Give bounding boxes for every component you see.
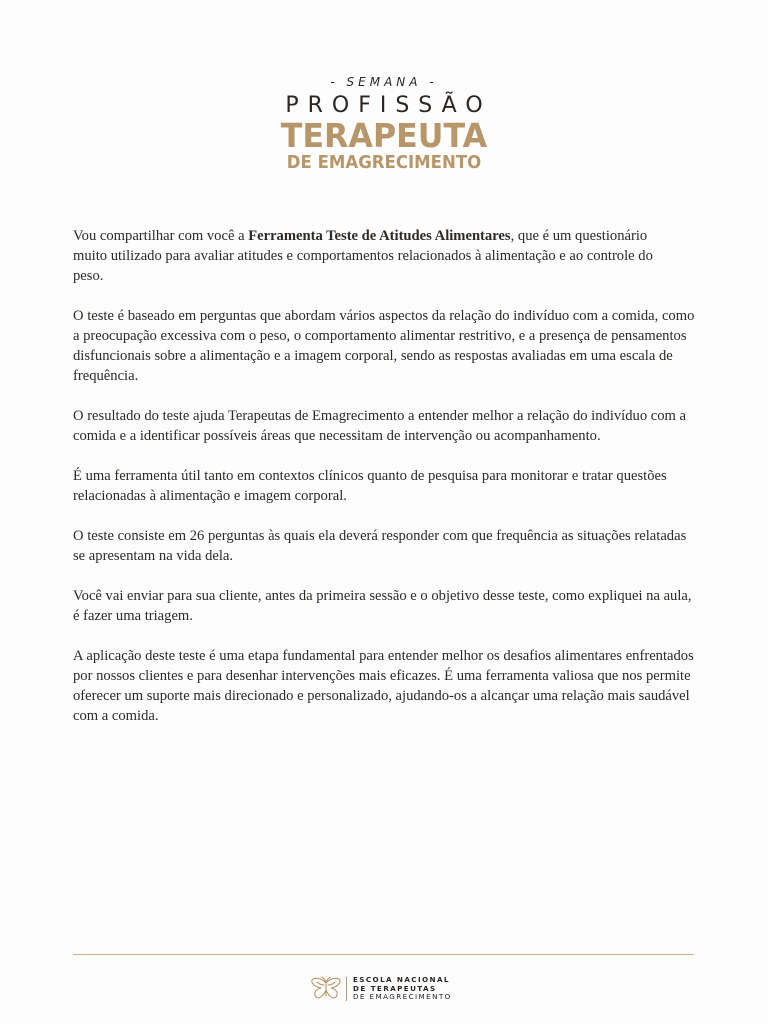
- paragraph-test-result: O resultado do teste ajuda Terapeutas de Emagrecimento a entender melhor a relação do indivíduo com a comida e a identificar possíveis áreas que necessitam de intervenção ou acompanhamento.: [73, 408, 687, 444]
- footer-divider: [73, 954, 694, 955]
- paragraph-test-application: A aplicação deste teste é uma etapa fundamental para entender melhor os desafios alimentares enfrentados por nossos clientes e para desenhar intervenções mais eficazes. É uma ferramenta valiosa que nos permite oferecer um suporte mais direcionado e personalizado, ajudando-os a alcançar uma relação mais saudável com a comida.: [73, 648, 694, 724]
- header-title-main: TERAPEUTA: [280, 116, 488, 155]
- footer-line-2: DE TERAPEUTAS: [353, 983, 437, 993]
- paragraph-tool-usefulness: É uma ferramenta útil tanto em contextos clínicos quanto de pesquisa para monitorar e tratar questões relacionadas à alimentação e imagem corporal.: [73, 468, 667, 504]
- page-header: [0, 74, 768, 173]
- footer-line-3: DE EMAGRECIMENTO: [353, 992, 452, 1002]
- footer-logo: [310, 974, 452, 1004]
- butterfly-icon: [310, 976, 342, 1002]
- paragraph-intro-start: Vou compartilhar com você a: [73, 228, 249, 244]
- header-kicker: - SEMANA -: [330, 75, 438, 89]
- footer-line-1: ESCOLA NACIONAL: [353, 975, 450, 985]
- paragraph-test-basis: O teste é baseado em perguntas que abordam vários aspectos da relação do indivíduo com a comida, como a preocupação excessiva com o peso, o comportamento alimentar restritivo, e a presença de pensamentos disfuncionais sobre a alimentação e a imagem corporal, sendo as respostas avaliadas em uma escala de frequência.: [73, 308, 695, 384]
- document-body: [73, 226, 695, 746]
- paragraph-intro: [73, 226, 673, 286]
- header-headline: PROFISSÃO: [285, 93, 492, 118]
- paragraph-test-structure: O teste consiste em 26 perguntas às quais ela deverá responder com que frequência as situações relatadas se apresentam na vida dela.: [73, 528, 687, 564]
- tool-name: Ferramenta Teste de Atitudes Alimentares: [248, 228, 511, 244]
- paragraph-intro-end: , que é um questionário muito utilizado para avaliar atitudes e comportamentos relacionados à alimentação e ao controle do peso.: [73, 228, 653, 284]
- footer-school-name: [353, 976, 452, 1002]
- footer-separator: [346, 977, 347, 1001]
- paragraph-test-sending: Você vai enviar para sua cliente, antes da primeira sessão e o objetivo desse teste, como expliquei na aula, é fazer uma triagem.: [73, 588, 692, 624]
- header-title-sub: DE EMAGRECIMENTO: [286, 152, 482, 173]
